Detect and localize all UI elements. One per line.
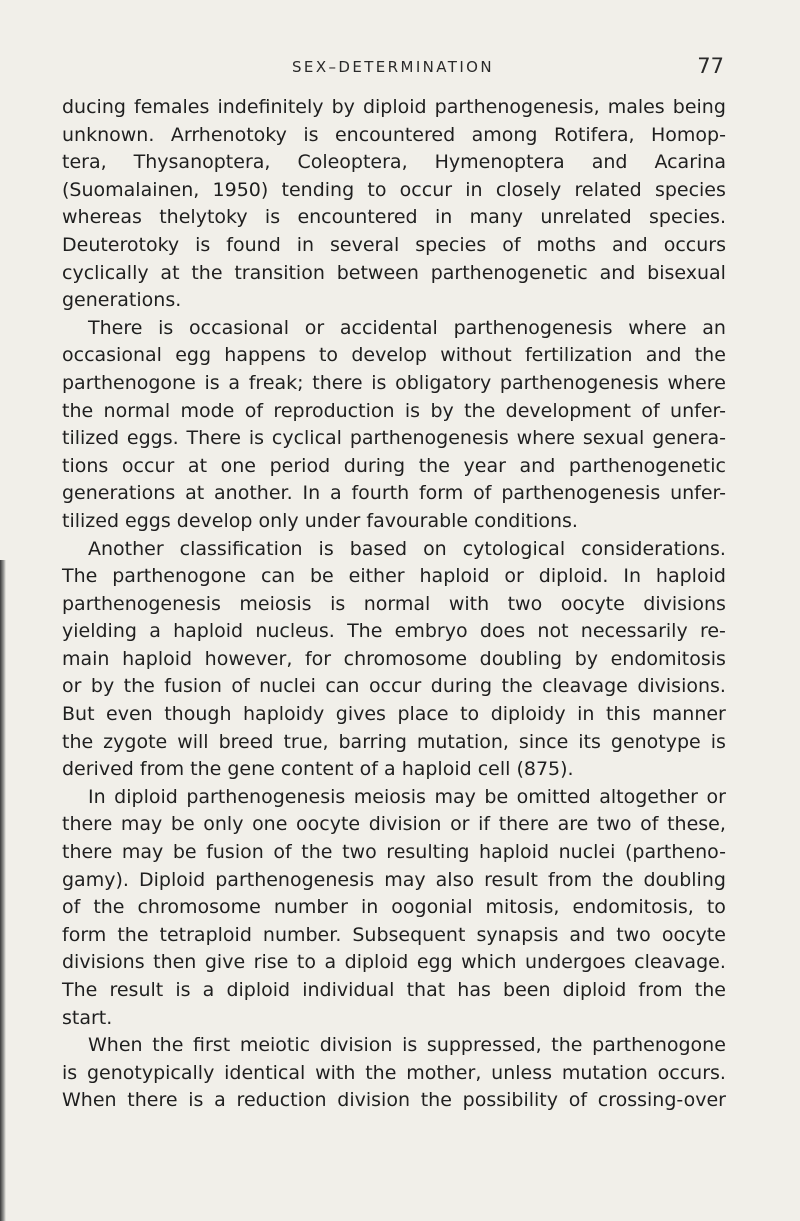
text-line: Another classification is based on cytological considerations. <box>88 537 726 560</box>
text-line: start. <box>62 1006 113 1029</box>
text-line: parthenogone is a freak; there is obligatory parthenogenesis where <box>62 371 726 394</box>
text-line: is genotypically identical with the mother, unless mutation occurs. <box>62 1061 726 1084</box>
text-line: tilized eggs. There is cyclical parthenogenesis where sexual genera- <box>62 427 726 450</box>
text-line: tions occur at one period during the year and parthenogenetic <box>62 454 726 477</box>
text-line: When the first meiotic division is suppressed, the parthenogone <box>88 1034 726 1057</box>
text-line: occasional egg happens to develop without fertilization and the <box>62 344 726 367</box>
text-line: derived from the gene content of a haploid cell (875). <box>62 758 574 781</box>
text-line: When there is a reduction division the possibility of crossing-over <box>62 1089 726 1112</box>
text-line: the normal mode of reproduction is by the development of unfer- <box>62 399 726 422</box>
text-line: There is occasional or accidental parthenogenesis where an <box>88 316 726 339</box>
text-line: parthenogenesis meiosis is normal with two oocyte divisions <box>62 592 726 615</box>
text-line: yielding a haploid nucleus. The embryo does not necessarily re- <box>62 620 726 643</box>
text-line: The result is a diploid individual that has been diploid from the <box>62 979 726 1001</box>
text-line: unknown. Arrhenotoky is encountered among Rotifera, Homop- <box>62 123 726 146</box>
text-line: In diploid parthenogenesis meiosis may be omitted altogether or <box>88 785 726 808</box>
text-line: But even though haploidy gives place to diploidy in this manner <box>62 703 726 726</box>
text-line: the zygote will breed true, barring mutation, since its genotype is <box>62 730 726 753</box>
text-line: of the chromosome number in oogonial mitosis, endomitosis, to <box>62 896 726 919</box>
page-header <box>62 54 724 80</box>
page-number: 77 <box>697 54 724 78</box>
text-line: ducing females indefinitely by diploid parthenogenesis, males being <box>62 96 726 118</box>
text-line: whereas thelytoky is encountered in many unrelated species. <box>62 206 726 229</box>
text-line: gamy). Diploid parthenogenesis may also result from the doubling <box>62 868 726 891</box>
running-title: SEX–DETERMINATION <box>292 58 494 76</box>
text-line: there may be only one oocyte division or if there are two of these, <box>62 813 726 836</box>
text-line: main haploid however, for chromosome doubling by endomitosis <box>62 647 726 670</box>
text-line: generations at another. In a fourth form of parthenogenesis unfer- <box>62 482 726 505</box>
text-line: Deuterotoky is found in several species of moths and occurs <box>62 233 726 256</box>
body-text <box>62 94 726 1115</box>
text-line: tera, Thysanoptera, Coleoptera, Hymenoptera and Acarina <box>62 151 726 174</box>
text-line: tilized eggs develop only under favourable conditions. <box>62 509 578 532</box>
text-line: cyclically at the transition between parthenogenetic and bisexual <box>62 261 726 284</box>
text-line: generations. <box>62 289 182 312</box>
binding-shadow <box>0 560 6 1221</box>
text-line: divisions then give rise to a diploid egg which undergoes cleavage. <box>62 951 726 974</box>
text-line: or by the fusion of nuclei can occur during the cleavage divisions. <box>62 675 726 698</box>
text-line: form the tetraploid number. Subsequent synapsis and two oocyte <box>62 923 726 946</box>
text-line: there may be fusion of the two resulting haploid nuclei (partheno- <box>62 841 726 864</box>
text-line: (Suomalainen, 1950) tending to occur in closely related species <box>62 178 726 201</box>
text-line: The parthenogone can be either haploid or diploid. In haploid <box>62 565 726 588</box>
